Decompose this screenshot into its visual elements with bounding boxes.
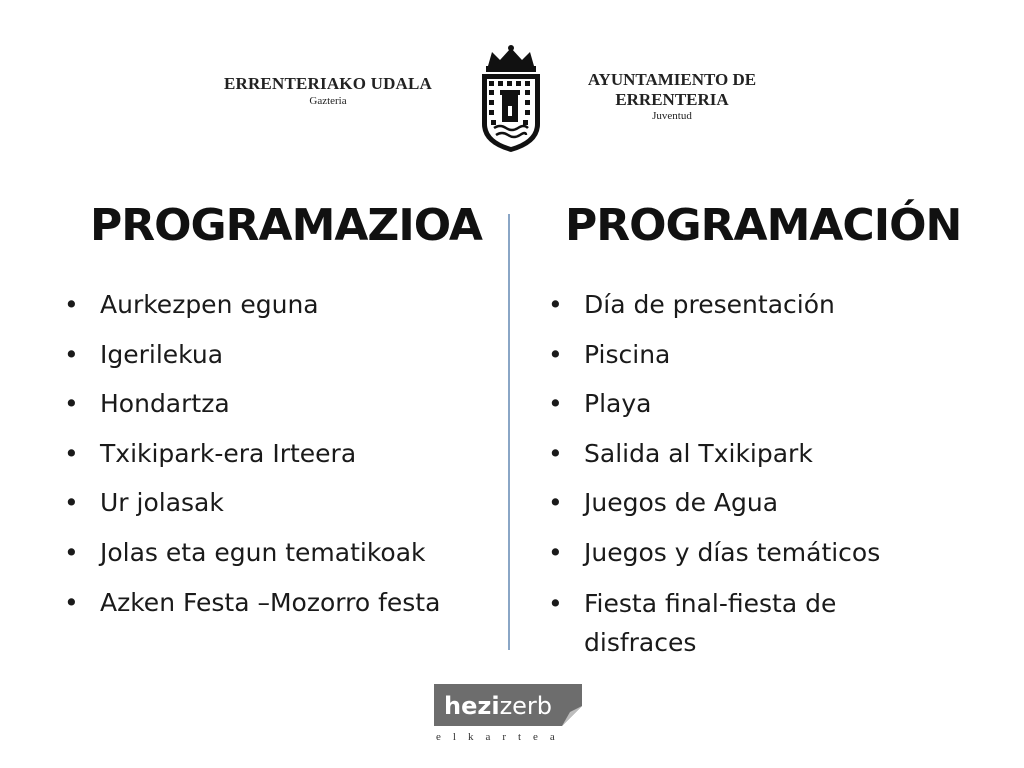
logo-word-light: zerb [499, 692, 553, 720]
title-basque: PROGRAMAZIOA [90, 200, 482, 251]
list-item: • Juegos y días temáticos [546, 538, 946, 568]
list-item: • Salida al Txikipark [546, 439, 946, 469]
list-item: • Piscina [546, 340, 946, 370]
list-item: • Igerilekua [62, 340, 502, 370]
header-left-title: ERRENTERIAKO UDALA [223, 74, 433, 93]
list-item: • Txikipark-era Irteera [62, 439, 502, 469]
list-item: • Juegos de Agua [546, 488, 946, 518]
list-item: • Fiesta final-fiesta de disfraces [546, 584, 946, 662]
logo-subtitle: elkartea [436, 731, 567, 743]
coat-of-arms-icon [478, 44, 544, 156]
list-item: • Hondartza [62, 389, 502, 419]
header-right-title-2: ERRENTERIA [615, 90, 729, 109]
header-left-subtitle: Gazteria [309, 95, 347, 107]
list-item: • Playa [546, 389, 946, 419]
header-right-subtitle: Juventud [652, 110, 692, 122]
column-divider [508, 214, 510, 650]
svg-text:hezizerb [444, 692, 552, 720]
hezizerb-logo [434, 684, 584, 744]
header-right [572, 70, 772, 122]
logo-word-bold: hezi [444, 692, 500, 720]
header-left [210, 74, 446, 107]
program-list-basque [62, 290, 502, 637]
list-item: • Día de presentación [546, 290, 946, 320]
list-item: • Aurkezpen eguna [62, 290, 502, 320]
title-spanish: PROGRAMACIÓN [565, 200, 962, 251]
list-item: • Ur jolasak [62, 488, 502, 518]
list-item: • Jolas eta egun tematikoak [62, 538, 502, 568]
program-list-spanish [546, 290, 946, 681]
list-item: • Azken Festa –Mozorro festa [62, 588, 502, 618]
header-right-title: AYUNTAMIENTO DE [587, 70, 757, 89]
